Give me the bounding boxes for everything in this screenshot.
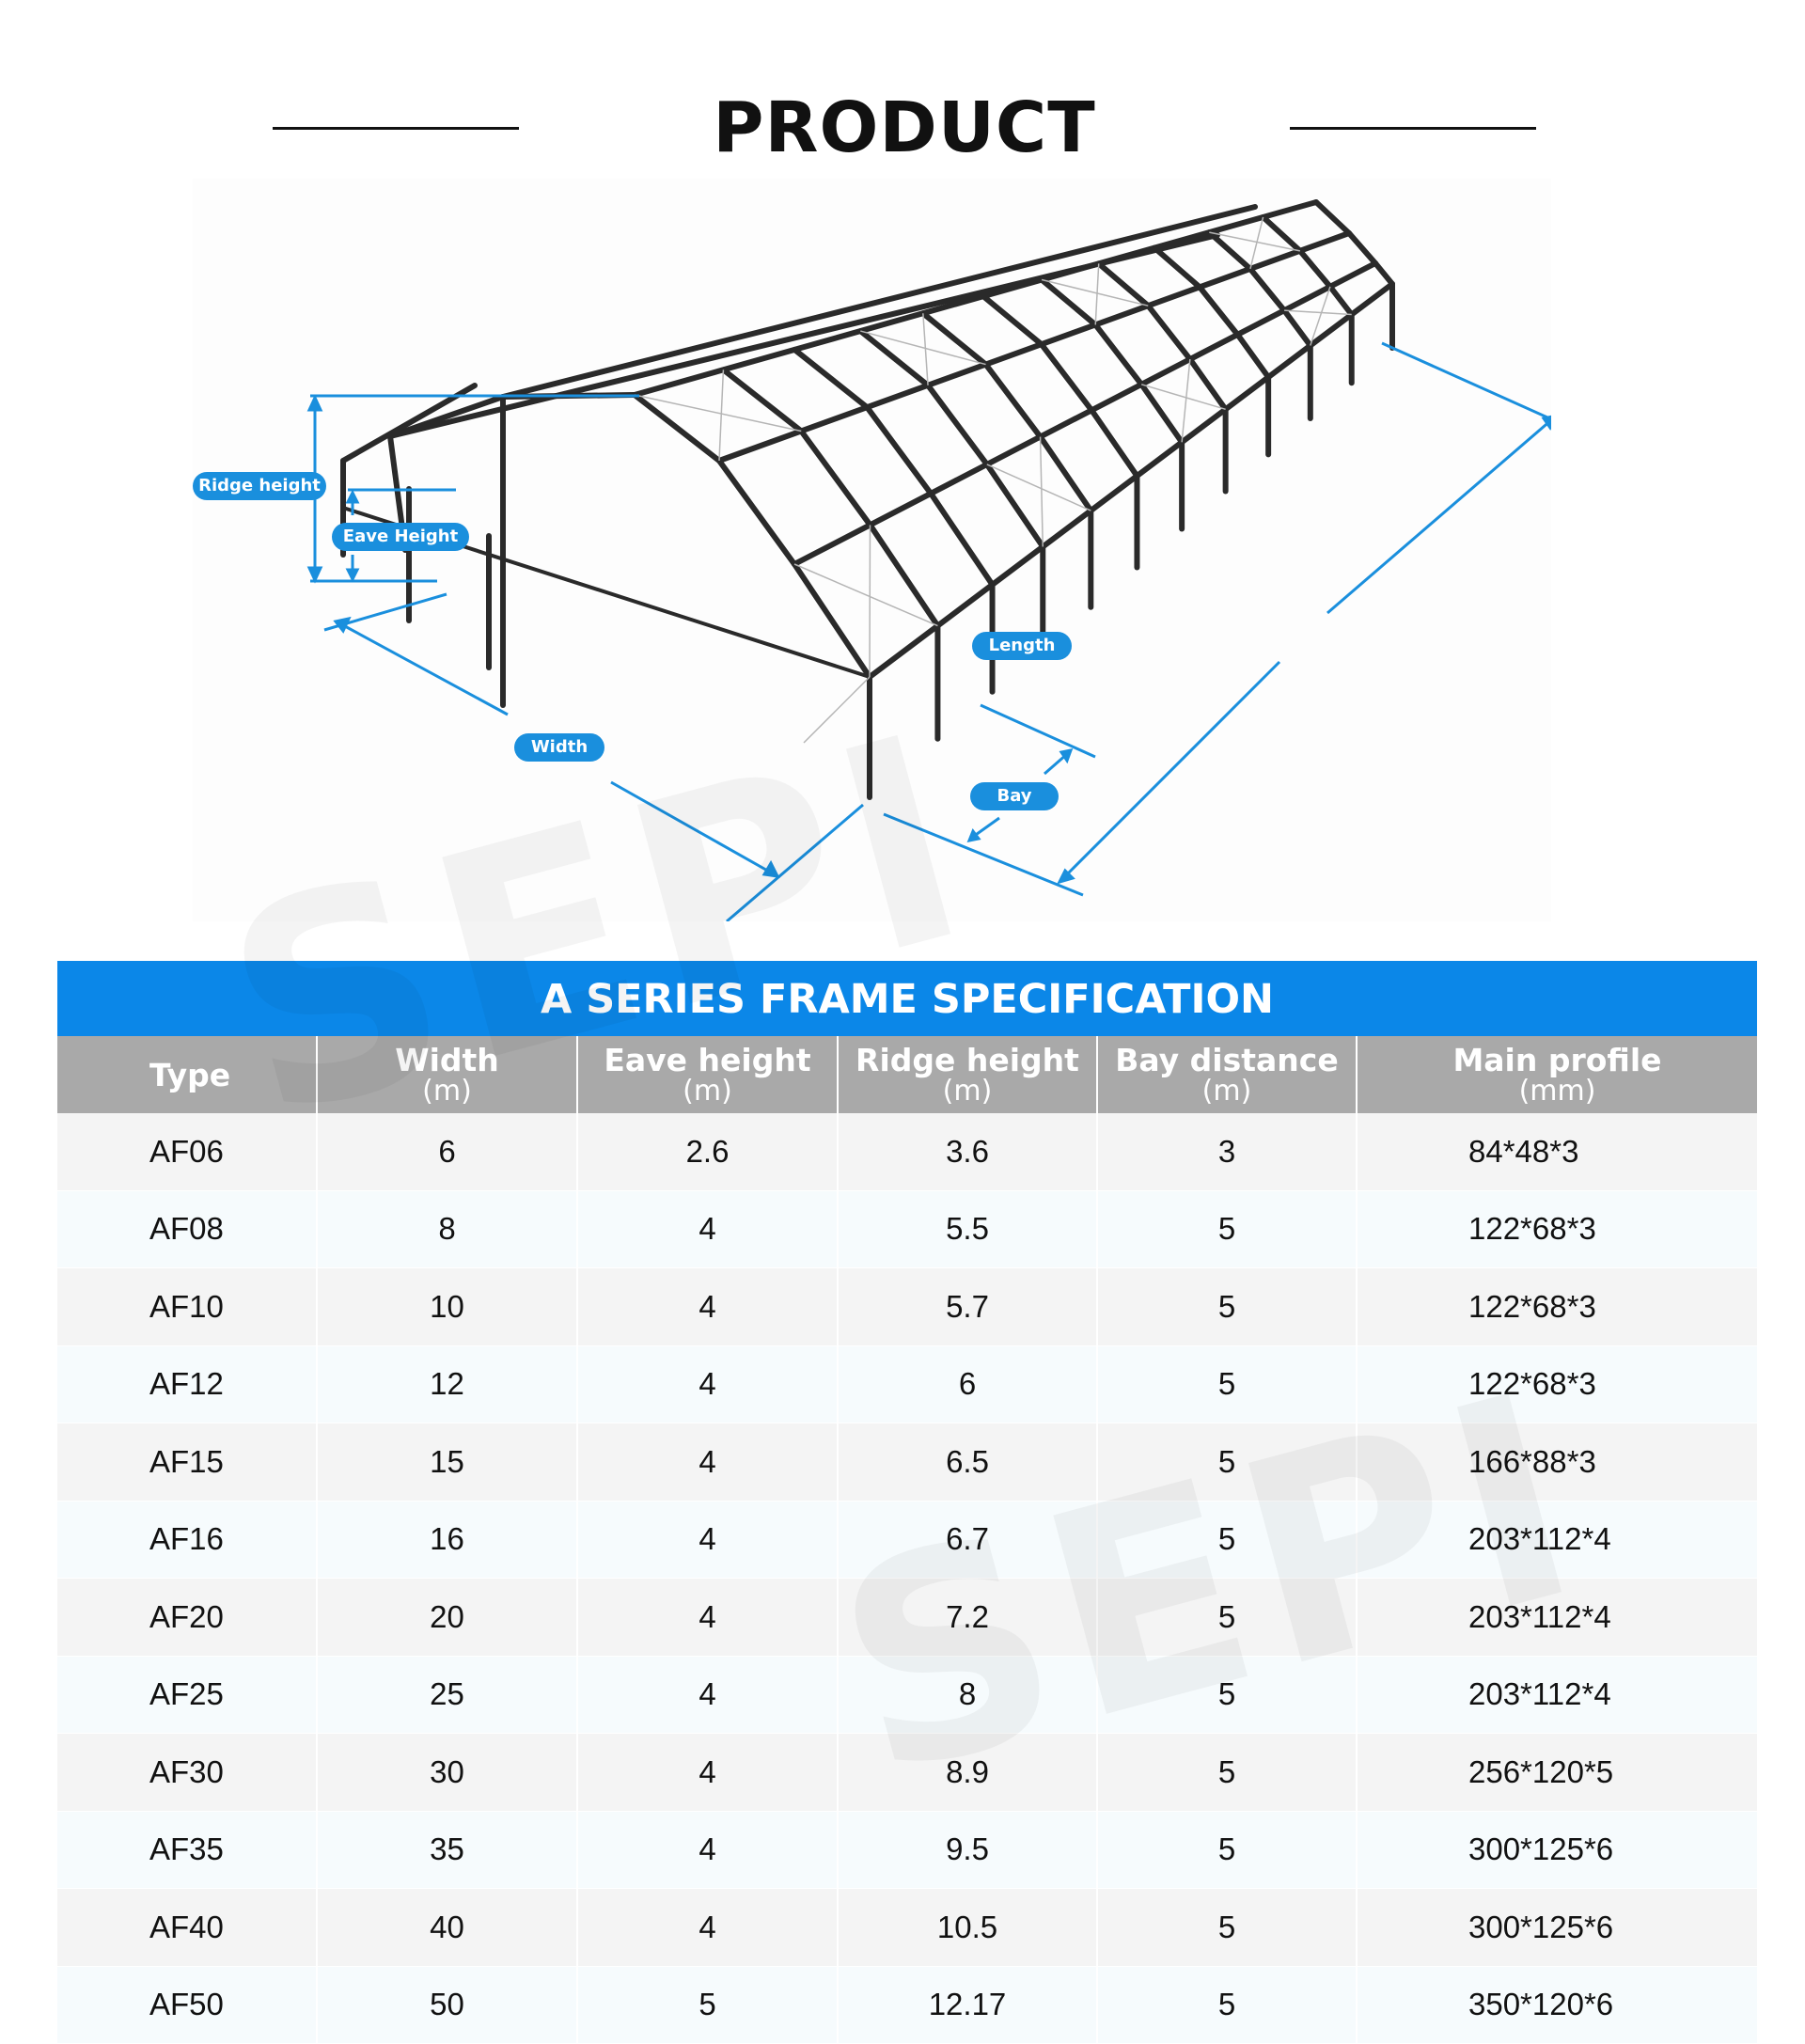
frame-member [1182,359,1190,442]
cell-ridge-height: 5.7 [838,1268,1097,1346]
header-bay-distance [1097,1036,1357,1113]
cell-type: AF12 [57,1345,317,1423]
header-ridge-height [838,1036,1097,1113]
cell-main-profile: 203*112*4 [1357,1656,1757,1734]
cell-eave-height: 4 [577,1345,838,1423]
table-row [57,1501,1757,1579]
frame-member [1200,287,1237,334]
cell-main-profile: 84*48*3 [1357,1113,1757,1190]
length-arrow-line-upper [1327,419,1551,613]
frame-dimension-diagram [193,179,1551,921]
width-arrow-line-upper [343,625,508,715]
header-width [317,1036,577,1113]
header-eave-height-unit: (m) [683,1074,732,1108]
cell-bay-distance: 5 [1097,1656,1357,1734]
frame-member [1042,344,1091,410]
bay-lower-guide [884,814,1083,895]
cell-ridge-height: 6 [838,1345,1097,1423]
table-row [57,1113,1757,1190]
table-row [57,1579,1757,1657]
cell-bay-distance: 5 [1097,1190,1357,1268]
frame-member [867,407,931,494]
eave-height-arrow-down [348,570,357,579]
length-arrow-line-lower [1064,662,1279,877]
cell-width: 6 [317,1113,577,1190]
table-header-row [57,1036,1757,1113]
bay-upper-guide [981,705,1095,757]
frame-member [804,677,870,743]
cell-width: 35 [317,1811,577,1889]
frame-member [860,331,928,385]
frame-member [1375,263,1392,284]
cell-type: AF15 [57,1423,317,1502]
frame-member [986,365,1041,437]
cell-eave-height: 4 [577,1190,838,1268]
cell-type: AF50 [57,1966,317,2044]
frame-member [801,431,870,525]
table-row [57,1889,1757,1967]
frame-member [1316,202,1349,233]
table-row [57,1190,1757,1268]
title-bar [0,83,1805,177]
cell-main-profile: 203*112*4 [1357,1501,1757,1579]
title-rule-right [1290,127,1536,130]
cell-main-profile: 122*68*3 [1357,1268,1757,1346]
spec-section [57,961,1757,2044]
cell-ridge-height: 8 [838,1656,1097,1734]
frame-member [719,461,794,564]
cell-main-profile: 256*120*5 [1357,1734,1757,1812]
frame-member [1154,248,1200,288]
frame-member [931,494,992,585]
header-width-unit: (m) [422,1074,472,1108]
cell-width: 10 [317,1268,577,1346]
frame-member [870,525,871,677]
header-type [57,1036,317,1113]
table-row [57,1268,1757,1346]
cell-ridge-height: 12.17 [838,1966,1097,2044]
cell-eave-height: 4 [577,1811,838,1889]
frame-member [794,263,1375,564]
header-type-label: Type [149,1056,231,1093]
cell-type: AF10 [57,1268,317,1346]
header-ridge-height-label: Ridge height [855,1041,1079,1078]
frame-member [983,296,1042,344]
header-main-profile-label: Main profile [1452,1041,1662,1078]
cell-width: 25 [317,1656,577,1734]
cell-main-profile: 122*68*3 [1357,1345,1757,1423]
frame-member [1284,310,1352,314]
cell-type: AF30 [57,1734,317,1812]
frame-member [1330,287,1352,315]
frame-member [723,369,801,431]
frame-member [1250,269,1284,310]
cell-bay-distance: 3 [1097,1113,1357,1190]
cell-type: AF20 [57,1579,317,1657]
width-arrow-left [336,619,349,631]
cell-ridge-height: 3.6 [838,1113,1097,1190]
width-label: Width [514,733,604,762]
bay-label: Bay [970,782,1059,810]
cell-main-profile: 166*88*3 [1357,1423,1757,1502]
width-right-guide [727,805,863,921]
frame-member [794,350,867,407]
table-row [57,1656,1757,1734]
frame-member [1091,410,1137,476]
table-row [57,1423,1757,1502]
cell-ridge-height: 5.5 [838,1190,1097,1268]
header-ridge-height-unit: (m) [942,1074,993,1108]
cell-eave-height: 4 [577,1268,838,1346]
width-arrow-line-lower [611,782,771,873]
cell-eave-height: 4 [577,1423,838,1502]
cell-main-profile: 122*68*3 [1357,1190,1757,1268]
ridge-height-arrow-down [309,568,321,580]
header-main-profile-unit: (mm) [1518,1074,1596,1108]
cell-bay-distance: 5 [1097,1423,1357,1502]
cell-bay-distance: 5 [1097,1268,1357,1346]
frame-member [1349,233,1375,263]
frame-member [1237,335,1268,377]
cell-main-profile: 350*120*6 [1357,1966,1757,2044]
cell-type: AF06 [57,1113,317,1190]
cell-bay-distance: 5 [1097,1345,1357,1423]
cell-width: 12 [317,1345,577,1423]
frame-member [390,235,1217,436]
length-right-guide [1382,343,1551,421]
frame-member [928,385,987,464]
frame-member [1284,310,1311,345]
cell-type: AF35 [57,1811,317,1889]
cell-bay-distance: 5 [1097,1889,1357,1967]
frame-member [1095,324,1141,384]
header-eave-height-label: Eave height [604,1041,811,1078]
cell-main-profile: 203*112*4 [1357,1579,1757,1657]
cell-eave-height: 2.6 [577,1113,838,1190]
header-width-label: Width [395,1041,499,1078]
cell-eave-height: 5 [577,1966,838,2044]
cell-width: 16 [317,1501,577,1579]
cell-width: 8 [317,1190,577,1268]
cell-ridge-height: 6.5 [838,1423,1097,1502]
table-row [57,1345,1757,1423]
length-label: Length [972,632,1072,660]
table-body [57,1113,1757,2044]
cell-type: AF40 [57,1889,317,1967]
header-main-profile [1357,1036,1757,1113]
cell-ridge-height: 10.5 [838,1889,1097,1967]
title-rule-left [273,127,519,130]
eave-height-label: Eave Height [332,523,469,551]
eave-height-arrow-up [348,493,357,502]
cell-type: AF16 [57,1501,317,1579]
header-bay-distance-label: Bay distance [1115,1041,1339,1078]
cell-width: 40 [317,1889,577,1967]
width-arrow-right [764,863,777,876]
cell-bay-distance: 5 [1097,1734,1357,1812]
cell-ridge-height: 8.9 [838,1734,1097,1812]
cell-width: 20 [317,1579,577,1657]
cell-main-profile: 300*125*6 [1357,1811,1757,1889]
table-row [57,1966,1757,2044]
frame-member [1300,251,1330,287]
frame-member [1141,385,1182,442]
frame-member [1190,359,1226,409]
cell-width: 15 [317,1423,577,1502]
cell-eave-height: 4 [577,1656,838,1734]
table-row [57,1734,1757,1812]
cell-eave-height: 4 [577,1889,838,1967]
cell-width: 50 [317,1966,577,2044]
page-title: PRODUCT [713,87,1096,168]
cell-ridge-height: 7.2 [838,1579,1097,1657]
cell-type: AF25 [57,1656,317,1734]
cell-main-profile: 300*125*6 [1357,1889,1757,1967]
cell-ridge-height: 6.7 [838,1501,1097,1579]
frame-member [1148,306,1190,359]
frame-member [719,369,723,461]
cell-bay-distance: 5 [1097,1811,1357,1889]
spec-title: A SERIES FRAME SPECIFICATION [57,961,1757,1036]
cell-type: AF08 [57,1190,317,1268]
frame-member [1041,437,1044,547]
header-bay-distance-unit: (m) [1201,1074,1252,1108]
cell-width: 30 [317,1734,577,1812]
bay-arrow-line-bottom [973,818,999,837]
cell-eave-height: 4 [577,1734,838,1812]
header-eave-height [577,1036,838,1113]
cell-eave-height: 4 [577,1579,838,1657]
table-row [57,1811,1757,1889]
frame-member [1264,217,1300,251]
cell-bay-distance: 5 [1097,1579,1357,1657]
cell-bay-distance: 5 [1097,1501,1357,1579]
cell-bay-distance: 5 [1097,1966,1357,2044]
cell-eave-height: 4 [577,1501,838,1579]
ridge-height-arrow-up [309,398,321,410]
spec-table [57,1036,1757,2044]
frame-member [870,284,1392,677]
ridge-height-label: Ridge height [193,472,326,500]
cell-ridge-height: 9.5 [838,1811,1097,1889]
